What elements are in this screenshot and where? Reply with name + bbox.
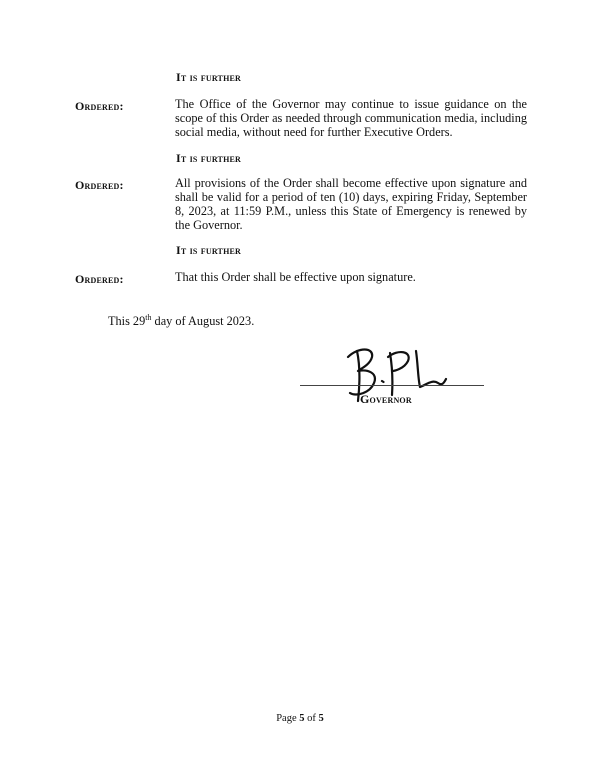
signature-line: [300, 385, 484, 386]
dated-line: [108, 314, 254, 329]
order-paragraph: All provisions of the Order shall become effective upon signature and shall be valid for a period of ten (10) days, expiring Friday, September 8, 2023, at 11:59 P.M., unless this State of Emergency is renewed by the Governor.: [175, 176, 527, 232]
governor-title: Governor: [360, 392, 412, 406]
ordered-label: Ordered:: [75, 99, 124, 113]
dated-suffix: day of August 2023.: [151, 314, 255, 328]
dated-ordinal: th: [145, 312, 152, 322]
page-current: 5: [299, 713, 305, 724]
it-is-further-heading: It is further: [176, 151, 242, 165]
it-is-further-heading: It is further: [176, 70, 242, 84]
page-word: Page: [276, 713, 297, 724]
page-of: of: [307, 713, 316, 724]
ordered-label: Ordered:: [75, 272, 124, 286]
order-paragraph: The Office of the Governor may continue to issue guidance on the scope of this Order as needed through communication media, including social media, without need for further Executive Orders.: [175, 97, 527, 139]
order-paragraph: That this Order shall be effective upon signature.: [175, 270, 416, 284]
it-is-further-heading: It is further: [176, 243, 242, 257]
page-footer: [0, 713, 600, 724]
dated-prefix: This 29: [108, 314, 146, 328]
ordered-label: Ordered:: [75, 178, 124, 192]
page-total: 5: [318, 713, 324, 724]
